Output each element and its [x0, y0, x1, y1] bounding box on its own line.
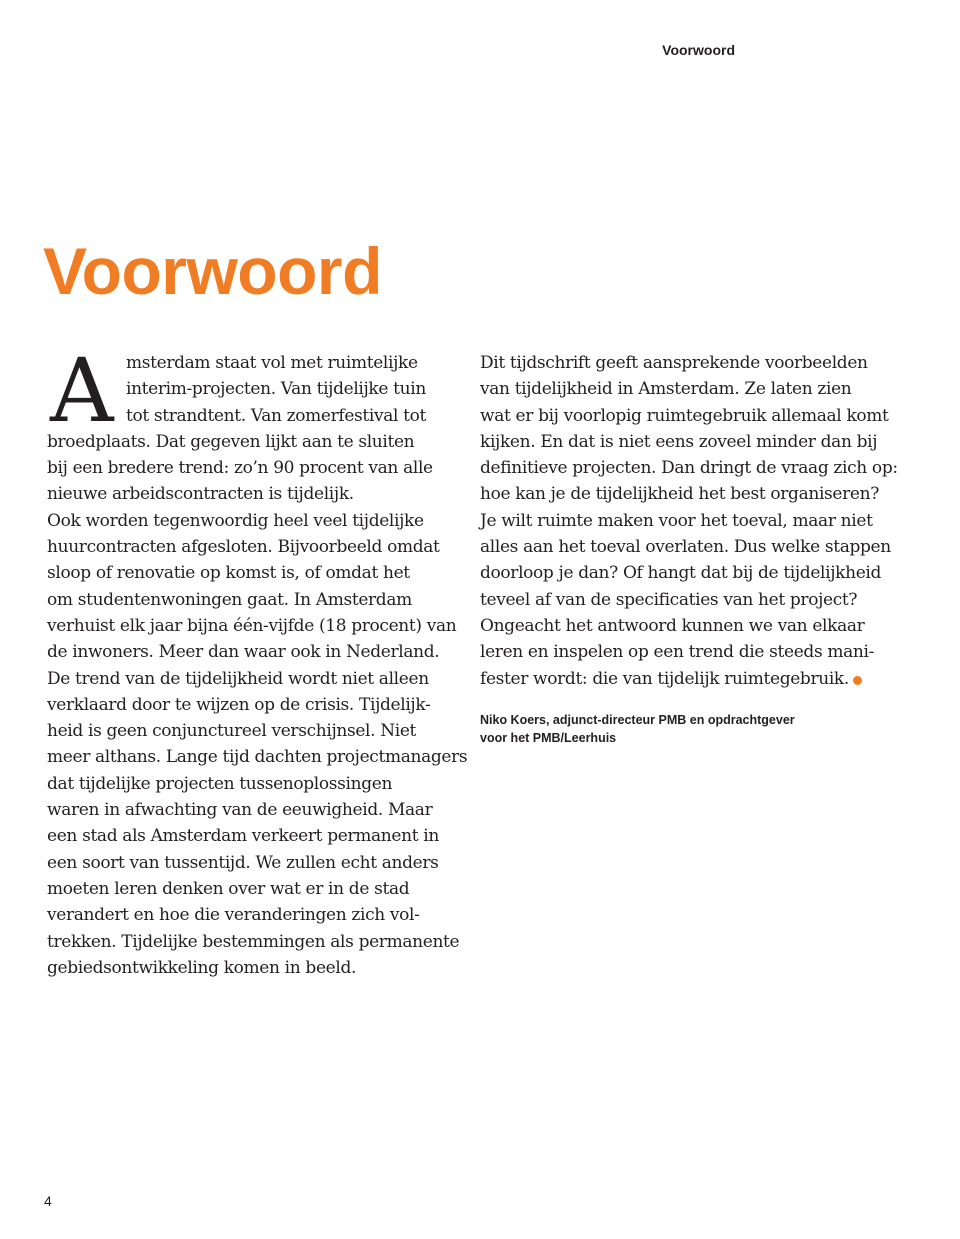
body-line: alles aan het toeval overlaten. Dus welke stappen: [480, 537, 891, 558]
body-column-right: [480, 350, 900, 692]
body-line: waren in afwachting van de eeuwigheid. Maar: [47, 800, 433, 821]
signature-line-1: Niko Koers, adjunct-directeur PMB en opdrachtgever: [480, 713, 795, 727]
signature: [480, 711, 795, 747]
body-line: een stad als Amsterdam verkeert permanent in: [47, 826, 439, 847]
body-line: verklaard door te wijzen op de crisis. Tijdelijk-: [47, 694, 431, 715]
signature-line-2: voor het PMB/Leerhuis: [480, 731, 617, 745]
body-line: huurcontracten afgesloten. Bijvoorbeeld omdat: [47, 537, 440, 558]
body-line: De trend van de tijdelijkheid wordt niet alleen: [47, 668, 429, 689]
body-line: gebiedsontwikkeling komen in beeld.: [47, 957, 357, 978]
body-line: leren en inspelen op een trend die steeds mani-: [480, 642, 875, 663]
body-line: verhuist elk jaar bijna één-vijfde (18 procent) van: [47, 615, 457, 636]
body-line: meer althans. Lange tijd dachten projectmanagers: [47, 747, 468, 768]
body-line: msterdam staat vol met ruimtelijke: [126, 353, 418, 373]
body-line: nieuwe arbeidscontracten is tijdelijk.: [47, 484, 354, 505]
body-line: verandert en hoe die veranderingen zich vol-: [47, 905, 420, 926]
body-line: bij een bredere trend: zo’n 90 procent van alle: [47, 458, 433, 479]
body-line-last: [480, 666, 900, 692]
body-line: een soort van tussentijd. We zullen echt anders: [47, 852, 439, 873]
body-line: doorloop je dan? Of hangt dat bij de tijdelijkheid: [480, 563, 882, 584]
page-title: Voorwoord: [43, 234, 382, 308]
running-header: Voorwoord: [662, 42, 735, 58]
body-line: definitieve projecten. Dan dringt de vraag zich op:: [480, 458, 898, 479]
body-line: om studentenwoningen gaat. In Amsterdam: [47, 589, 412, 610]
body-line: tot strandtent. Van zomerfestival tot: [126, 405, 427, 426]
body-line: teveel af van de specificaties van het project?: [480, 589, 858, 610]
body-line: Je wilt ruimte maken voor het toeval, maar niet: [480, 510, 873, 531]
body-line: moeten leren denken over wat er in de stad: [47, 878, 410, 899]
body-line: dat tijdelijke projecten tussenoplossingen: [47, 773, 393, 794]
drop-cap: A: [50, 339, 114, 442]
body-line: broedplaats. Dat gegeven lijkt aan te sluiten: [47, 431, 415, 452]
body-line: heid is geen conjunctureel verschijnsel. Niet: [47, 721, 417, 742]
body-column-left: [47, 339, 468, 981]
body-line: Ook worden tegenwoordig heel veel tijdelijke: [47, 510, 424, 531]
body-line: interim-projecten. Van tijdelijke tuin: [126, 379, 426, 400]
body-line: Dit tijdschrift geeft aansprekende voorbeelden: [480, 353, 868, 373]
body-line: trekken. Tijdelijke bestemmingen als permanente: [47, 931, 460, 952]
body-line: van tijdelijkheid in Amsterdam. Ze laten zien: [480, 379, 852, 400]
body-line: Ongeacht het antwoord kunnen we van elkaar: [480, 615, 865, 636]
body-line: hoe kan je de tijdelijkheid het best organiseren?: [480, 484, 879, 505]
body-line: de inwoners. Meer dan waar ook in Nederland.: [47, 642, 440, 663]
end-mark-dot-icon: [853, 676, 862, 685]
page-number: 4: [44, 1193, 52, 1209]
body-line: wat er bij voorlopig ruimtegebruik allemaal komt: [480, 405, 889, 426]
body-line-last-text: fester wordt: die van tijdelijk ruimtegebruik.: [480, 668, 849, 689]
body-line: kijken. En dat is niet eens zoveel minder dan bij: [480, 431, 878, 452]
body-line: sloop of renovatie op komst is, of omdat het: [47, 563, 410, 584]
